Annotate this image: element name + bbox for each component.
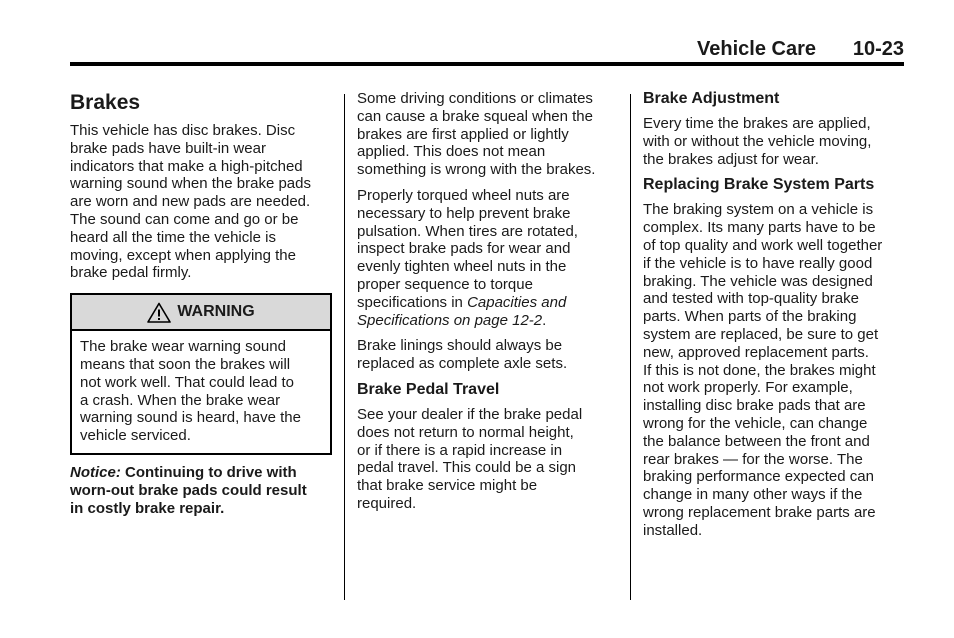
squeal-paragraph: Some driving conditions or climates can cause a brake squeal when the brakes are first applied or lightly applied. This does not mean something is wrong with the brakes. xyxy=(357,90,596,179)
capacities-reference-link[interactable]: Capacities and Specifications on page 12-2 xyxy=(357,293,567,329)
warning-box xyxy=(70,293,332,455)
warning-triangle-icon xyxy=(147,302,171,323)
notice-text: Continuing to drive with worn-out brake pads could result in costly brake repair. xyxy=(70,463,307,517)
brake-adjustment-heading: Brake Adjustment xyxy=(643,90,780,107)
pedal-travel-paragraph: See your dealer if the brake pedal does not return to normal height, or if there is a rapid increase in pedal travel. This could be a sign that brake service might be required. xyxy=(357,405,583,512)
replacing-parts-paragraph: The braking system on a vehicle is complex. Its many parts have to be of top quality and work well together if the vehicle is to have really good braking. The vehicle was designed and tested with top-quality brake parts. When parts of the braking system are replaced, be sure to get new, approved replacement parts. If this is not done, the brakes might not work properly. For example, installing disc brake pads that are wrong for the vehicle, can change the balance between the front and rear brakes — for the worse. The braking performance expected can change in many other ways if the wrong replacement brake parts are installed. xyxy=(643,201,883,539)
column-2 xyxy=(357,90,619,513)
column-1 xyxy=(70,90,332,517)
page-number: 10-23 xyxy=(852,38,904,60)
warning-body xyxy=(72,331,330,453)
wheel-nuts-end: . xyxy=(542,311,547,329)
wheel-nuts-paragraph xyxy=(357,187,619,329)
notice-label: Notice: xyxy=(70,463,121,481)
section-heading: Brakes xyxy=(70,91,141,114)
warning-label: WARNING xyxy=(177,303,255,321)
warning-text: The brake wear warning sound means that soon the brakes will not work well. That could lead to a crash. When the brake wear warning sound is heard, have the vehicle serviced. xyxy=(80,338,301,445)
page-header xyxy=(70,38,904,62)
column-3 xyxy=(643,90,905,540)
intro-paragraph: This vehicle has disc brakes. Disc brake pads have built-in wear indicators that make a high-pitched warning sound when the brake pads are worn and new pads are needed. The sound can come and go or be heard all the time the vehicle is moving, except when applying the brake pedal firmly. xyxy=(70,122,311,282)
replacing-parts-heading: Replacing Brake System Parts xyxy=(643,176,875,194)
notice-paragraph xyxy=(70,464,332,517)
section-title: Vehicle Care xyxy=(697,38,816,60)
header-rule xyxy=(70,62,904,66)
linings-paragraph: Brake linings should always be replaced as complete axle sets. xyxy=(357,337,568,373)
column-divider xyxy=(344,94,345,600)
wheel-nuts-text: Properly torqued wheel nuts are necessary to help prevent brake pulsation. When tires are rotated, inspect brake pads for wear and evenly tighten wheel nuts in the proper sequence to torque specifications in xyxy=(357,186,578,311)
warning-header xyxy=(72,295,330,331)
adjustment-paragraph: Every time the brakes are applied, with or without the vehicle moving, the brakes adjust for wear. xyxy=(643,115,872,168)
column-divider xyxy=(630,94,631,600)
brake-pedal-travel-heading: Brake Pedal Travel xyxy=(357,380,500,398)
